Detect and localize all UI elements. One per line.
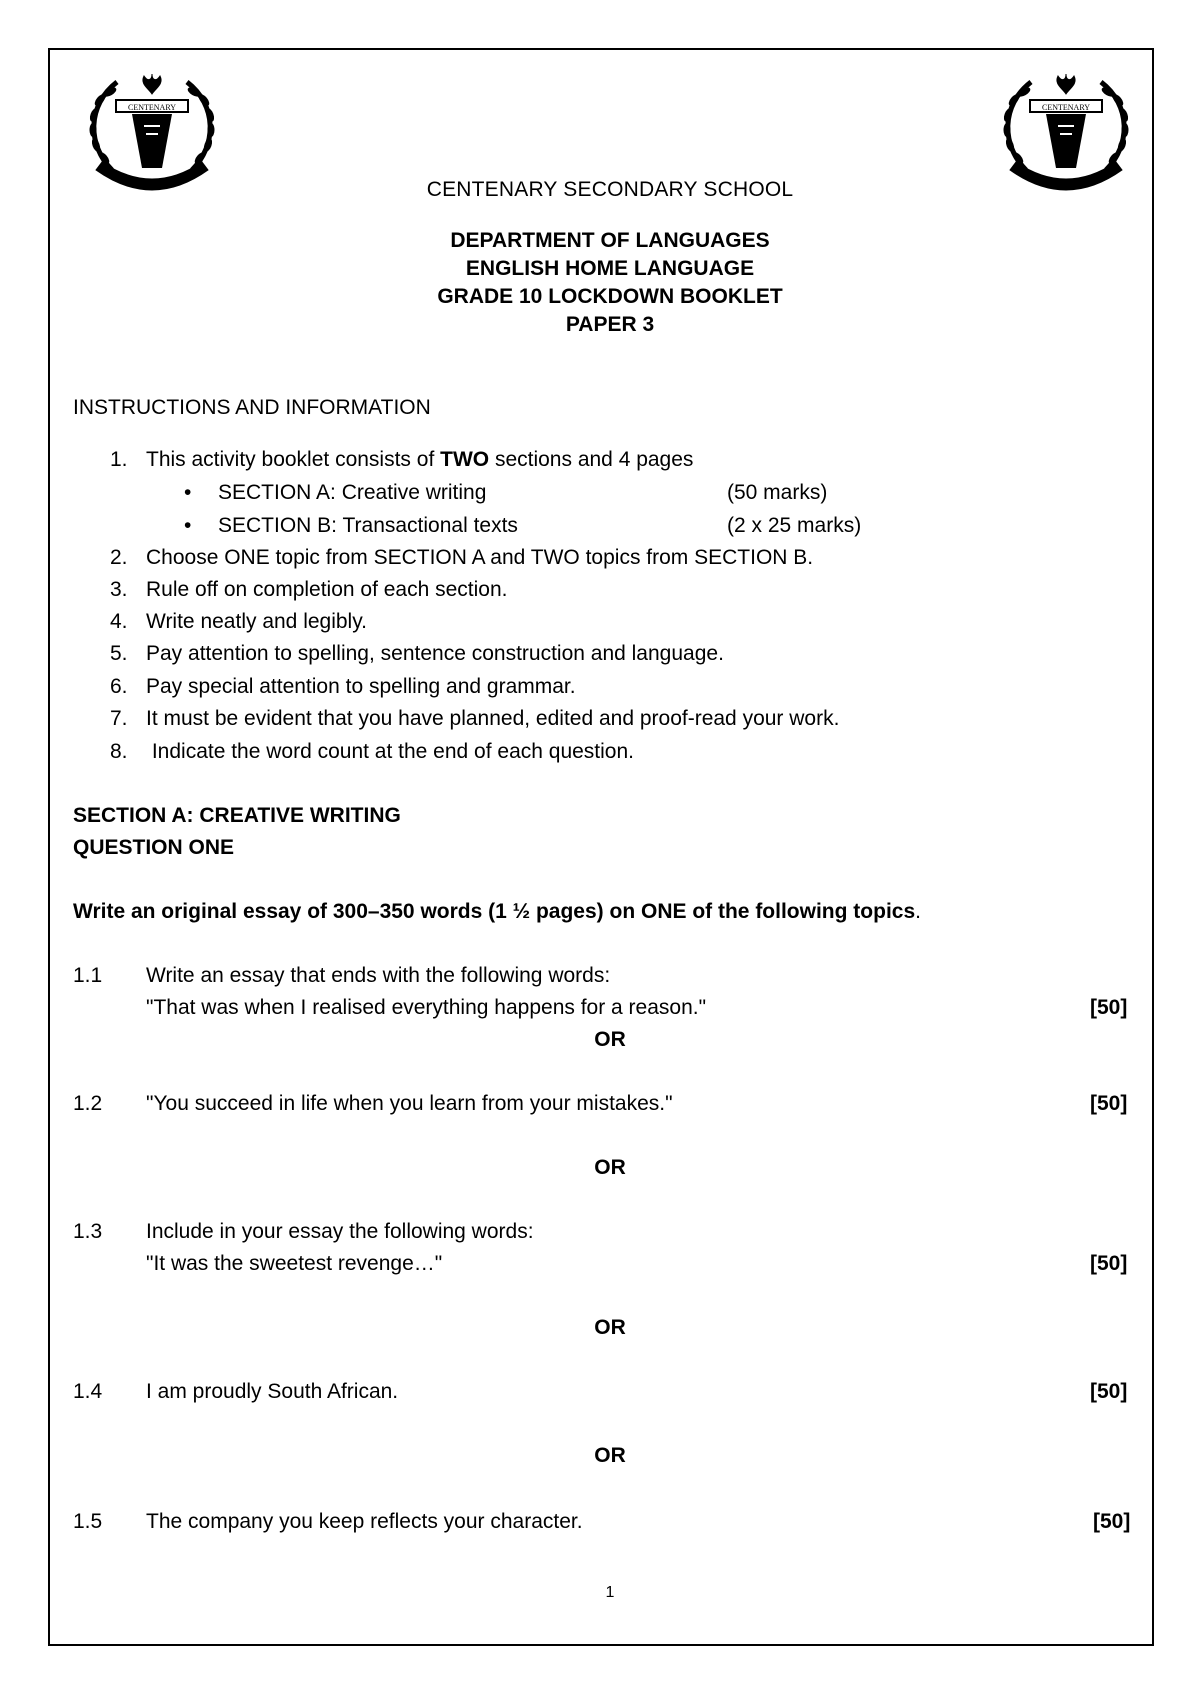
topic-number: 1.1 <box>73 964 103 987</box>
topic-text: Write an essay that ends with the following words: <box>146 964 611 987</box>
or-divider: OR <box>594 1028 626 1051</box>
instruction-number: 4. <box>110 610 128 633</box>
instruction-item: Pay special attention to spelling and grammar. <box>146 675 576 698</box>
document-title-block <box>0 227 1200 339</box>
instruction-number: 1. <box>110 448 128 471</box>
instruction-text: sections and 4 pages <box>489 448 694 471</box>
instruction-item <box>146 448 693 472</box>
topic-number: 1.5 <box>73 1510 103 1533</box>
topic-number: 1.3 <box>73 1220 103 1243</box>
bullet-icon: • <box>184 514 192 537</box>
instruction-number: 8. <box>110 740 128 763</box>
school-name: CENTENARY SECONDARY SCHOOL <box>426 178 794 201</box>
topic-quote: "It was the sweetest revenge…" <box>146 1252 443 1275</box>
topic-marks: [50] <box>1090 1252 1128 1275</box>
section-summary-label: SECTION A: Creative writing <box>218 481 487 504</box>
or-divider: OR <box>594 1316 626 1339</box>
topic-text: I am proudly South African. <box>146 1380 399 1403</box>
department-title: DEPARTMENT OF LANGUAGES <box>450 229 770 252</box>
instruction-item: Choose ONE topic from SECTION A and TWO topics from SECTION B. <box>146 546 814 569</box>
topic-marks: [50] <box>1090 1380 1128 1403</box>
section-summary-marks: (2 x 25 marks) <box>727 514 862 537</box>
topic-number: 1.2 <box>73 1092 103 1115</box>
topic-text: Include in your essay the following words: <box>146 1220 534 1243</box>
essay-instruction-text: Write an original essay of 300–350 words (1 ½ pages) on ONE of the following topics <box>73 900 916 923</box>
booklet-title: GRADE 10 LOCKDOWN BOOKLET <box>437 285 783 308</box>
essay-instruction-period: . <box>915 900 921 923</box>
topic-quote: "That was when I realised everything happens for a reason." <box>146 996 707 1019</box>
instruction-item: It must be evident that you have planned, edited and proof-read your work. <box>146 707 840 730</box>
svg-text:CENTENARY: CENTENARY <box>128 103 176 112</box>
topic-marks: [50] <box>1093 1510 1131 1533</box>
or-divider: OR <box>594 1156 626 1179</box>
instruction-number: 3. <box>110 578 128 601</box>
instruction-item: Indicate the word count at the end of each question. <box>146 740 635 763</box>
instruction-item: Rule off on completion of each section. <box>146 578 508 601</box>
instruction-emphasis: TWO <box>440 448 490 471</box>
section-a-heading: SECTION A: CREATIVE WRITING <box>73 804 401 827</box>
topic-number: 1.4 <box>73 1380 103 1403</box>
instructions-heading: INSTRUCTIONS AND INFORMATION <box>73 396 431 419</box>
instruction-number: 6. <box>110 675 128 698</box>
instruction-text: This activity booklet consists of <box>146 448 441 471</box>
or-divider: OR <box>594 1444 626 1467</box>
bullet-icon: • <box>184 481 192 504</box>
topic-marks: [50] <box>1090 1092 1128 1115</box>
section-summary-marks: (50 marks) <box>727 481 828 504</box>
instruction-number: 7. <box>110 707 128 730</box>
instruction-item: Write neatly and legibly. <box>146 610 368 633</box>
instruction-item: Pay attention to spelling, sentence construction and language. <box>146 642 724 665</box>
essay-instruction <box>73 900 921 924</box>
instruction-number: 2. <box>110 546 128 569</box>
topic-text: "You succeed in life when you learn from your mistakes." <box>146 1092 673 1115</box>
question-heading: QUESTION ONE <box>73 836 235 859</box>
svg-text:CENTENARY: CENTENARY <box>1042 103 1090 112</box>
topic-text: The company you keep reflects your character. <box>146 1510 583 1533</box>
page-number: 1 <box>605 1584 615 1601</box>
topic-marks: [50] <box>1090 996 1128 1019</box>
instruction-number: 5. <box>110 642 128 665</box>
section-summary-label: SECTION B: Transactional texts <box>218 514 518 537</box>
subject-title: ENGLISH HOME LANGUAGE <box>465 257 755 280</box>
paper-title: PAPER 3 <box>565 313 655 336</box>
